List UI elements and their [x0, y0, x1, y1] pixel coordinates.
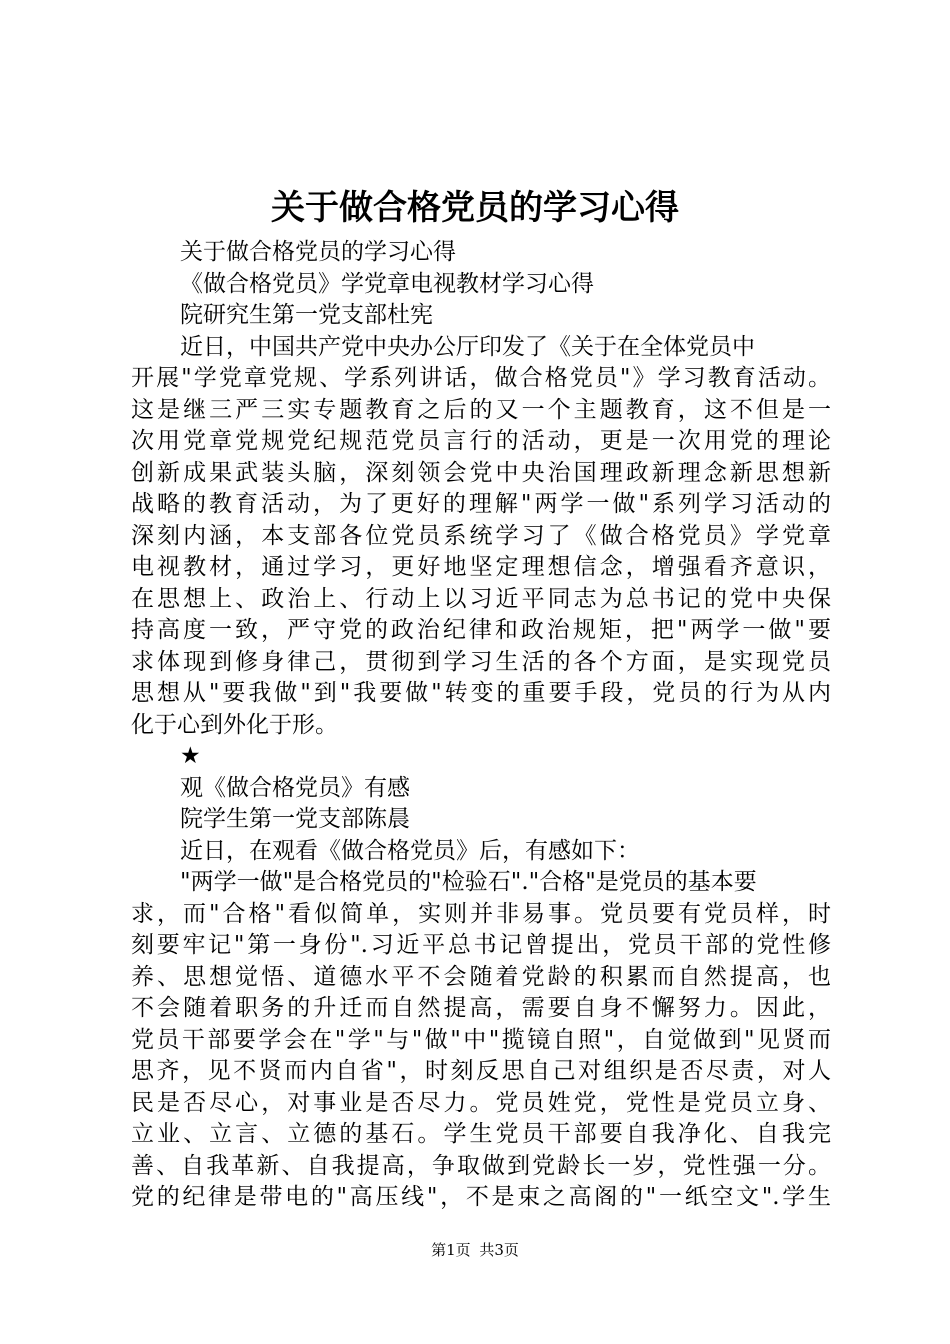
star-separator-icon: ★ — [180, 743, 201, 769]
subtitle-line: 《做合格党员》学党章电视教材学习心得 — [180, 270, 594, 297]
paragraph-line: 近日，中国共产党中央办公厅印发了《关于在全体党员中 — [180, 333, 755, 360]
author-line: 院研究生第一党支部杜宪 — [180, 302, 433, 328]
paragraph-line: 这是继三严三实专题教育之后的又一个主题教育，这不但是一 — [131, 396, 831, 423]
paragraph-line: 化于心到外化于形。 — [131, 711, 338, 738]
paragraph-line: 求体现到修身律己，贯彻到学习生活的各个方面，是实现党员 — [131, 648, 831, 675]
paragraph-line: 创新成果武装头脑，深刻领会党中央治国理政新理念新思想新 — [131, 459, 831, 486]
paragraph-line: 电视教材，通过学习，更好地坚定理想信念，增强看齐意识， — [131, 554, 831, 580]
paragraph-line: 党员干部要学会在"学"与"做"中"揽镜自照"，自觉做到"见贤而 — [131, 1026, 831, 1053]
paragraph-line: 在思想上、政治上、行动上以习近平同志为总书记的党中央保 — [131, 585, 831, 612]
paragraph-line: 开展"学党章党规、学系列讲话，做合格党员"》学习教育活动。 — [131, 365, 831, 391]
subtitle-line: 观《做合格党员》有感 — [180, 774, 410, 801]
document-title: 关于做合格党员的学习心得 — [271, 188, 679, 228]
paragraph-line: 党的纪律是带电的"高压线"，不是束之高阁的"一纸空文".学生 — [131, 1184, 831, 1210]
paragraph-line: 不会随着职务的升迁而自然提高，需要自身不懈努力。因此， — [131, 995, 831, 1021]
paragraph-line: 刻要牢记"第一身份".习近平总书记曾提出，党员干部的党性修 — [131, 932, 831, 958]
paragraph-line: "两学一做"是合格党员的"检验石"."合格"是党员的基本要 — [180, 869, 757, 895]
paragraph-line: 思想从"要我做"到"我要做"转变的重要手段，党员的行为从内 — [131, 680, 831, 706]
page-total: 共3页 — [479, 1241, 519, 1259]
paragraph-line: 民是否尽心，对事业是否尽力。党员姓党，党性是党员立身、 — [131, 1089, 831, 1116]
author-line: 院学生第一党支部陈晨 — [180, 806, 410, 832]
paragraph-line: 养、思想觉悟、道德水平不会随着党龄的积累而自然提高，也 — [131, 963, 831, 990]
paragraph-line: 近日，在观看《做合格党员》后，有感如下： — [180, 837, 640, 864]
paragraph-line: 思齐，见不贤而内自省"，时刻反思自己对组织是否尽责，对人 — [131, 1058, 831, 1084]
paragraph-line: 立业、立言、立德的基石。学生党员干部要自我净化、自我完 — [131, 1121, 831, 1147]
page-footer — [0, 1240, 950, 1260]
paragraph-line: 战略的教育活动，为了更好的理解"两学一做"系列学习活动的 — [131, 491, 831, 517]
subtitle-line: 关于做合格党员的学习心得 — [180, 239, 456, 265]
paragraph-line: 善、自我革新、自我提高，争取做到党龄长一岁，党性强一分。 — [131, 1152, 831, 1179]
paragraph-line: 求，而"合格"看似简单，实则并非易事。党员要有党员样，时 — [131, 900, 831, 927]
paragraph-line: 持高度一致，严守党的政治纪律和政治规矩，把"两学一做"要 — [131, 617, 831, 643]
paragraph-line: 次用党章党规党纪规范党员言行的活动，更是一次用党的理论 — [131, 428, 831, 454]
paragraph-line: 深刻内涵，本支部各位党员系统学习了《做合格党员》学党章 — [131, 522, 831, 549]
document-body — [131, 237, 831, 1214]
page-number: 第1页 — [431, 1241, 471, 1259]
